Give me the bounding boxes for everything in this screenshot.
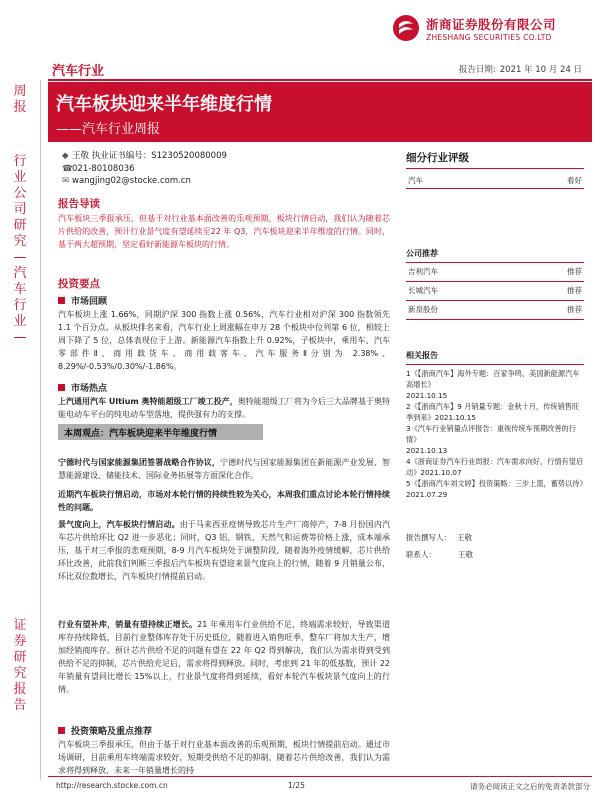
related-item[interactable]: 4《浙商证券汽车行业周报：汽车需求向好，行情有望启动》2021.10.07 bbox=[406, 457, 584, 477]
page-number: 1/25 bbox=[288, 781, 305, 790]
analyst-email-row: ✉ wangjing02@stocke.com.cn bbox=[62, 176, 191, 186]
securities-report-label: 证券研究报告 bbox=[13, 618, 27, 713]
department-label: 行业公司研究—汽车行业— bbox=[13, 154, 27, 345]
square-bullet-icon bbox=[58, 727, 65, 734]
guide-heading: 报告导读 bbox=[58, 198, 100, 210]
contact-line bbox=[406, 549, 473, 560]
invest-heading: 投资要点 bbox=[58, 278, 100, 290]
logo-mark-icon bbox=[392, 14, 420, 42]
related-item[interactable]: 3《汽车行业销量点评报告：重视传统车预期改善的行情》 bbox=[406, 424, 576, 444]
related-item[interactable]: 5《【浙商汽车刘文婷】投资策略：三步上篮，蓄势以待》2021.07.29 bbox=[406, 479, 584, 499]
company-rating: 推荐 bbox=[567, 267, 582, 276]
company-name-cn: 浙商证券股份有限公司 bbox=[426, 17, 557, 32]
analyst-name-row: ◆ 王敬 执业证书编号：S1230520080009 bbox=[62, 151, 227, 161]
report-topbar bbox=[48, 52, 592, 81]
report-date-label: 报告日期: bbox=[458, 65, 496, 75]
related-item[interactable]: 1《【浙商汽车】海外专题：百家争鸣，美国新能源汽车高增长》 bbox=[406, 369, 580, 389]
footer-divider bbox=[48, 776, 592, 777]
report-date-value: 2021 年 10 月 24 日 bbox=[499, 65, 582, 75]
company-rating: 推荐 bbox=[567, 305, 582, 314]
company-name-en: ZHESHANG SECURITIES CO.LTD bbox=[426, 33, 552, 42]
market-review-title: 市场回顾 bbox=[58, 294, 107, 307]
strategy-title: 投资策略及重点推荐 bbox=[58, 724, 152, 737]
square-bullet-icon bbox=[58, 384, 65, 391]
company-name: 新泉股份 bbox=[408, 305, 438, 314]
hot-item-1: 上汽通用汽车 Ultium 奥特能超级工厂竣工投产，奥特能超级工厂将为今后三大品牌基于奥特能电动车平台的纯电动车型落地，提供强有力的支撑。 bbox=[58, 397, 390, 419]
company-name: 吉利汽车 bbox=[408, 267, 438, 276]
disclaimer-note: 请务必阅读正文之后的免责条款部分 bbox=[470, 782, 590, 791]
report-title: 汽车板块迎来半年维度行情 bbox=[56, 94, 272, 115]
contact-value: 王敬 bbox=[458, 550, 473, 559]
author-line bbox=[406, 532, 472, 543]
rating-value: 看好 bbox=[567, 176, 582, 185]
sidebar-divider bbox=[40, 80, 41, 780]
rating-industry: 汽车 bbox=[408, 176, 423, 185]
company-rating: 推荐 bbox=[567, 286, 582, 295]
contact-label: 联系人： bbox=[406, 550, 436, 559]
email-icon: ✉ bbox=[62, 176, 70, 186]
view-lead: 近期汽车板块行情启动，市场对本轮行情的持续性较为关心，本周我们重点讨论本轮行情持续性的问题。 bbox=[58, 490, 390, 512]
author-label: 报告撰写人： bbox=[406, 533, 451, 542]
view-paragraph-2: 行业有望补库，销量有望持续正增长。21 年乘用车行业供给不足，终端需求较好，导致渠道库存持续降低，目前行业整体库存处于历史低位，随着进入销售旺季，整车厂将加大生产，增加经销商库存。预计芯片供给不足的问题有望在 22 年 Q2 得到解决，我们认为需求得到受到供给不足的抑制，芯片供给充足后，需求将得到释放。同时，考虑到 21 年的低基数，预计 22 年销量有望同比增长 15%以上，行业景气度将得到延续，看好本轮汽车板块景气度向上的行情。 bbox=[58, 620, 390, 694]
author-value: 王敬 bbox=[457, 533, 472, 542]
analyst-info bbox=[62, 150, 227, 188]
strategy-text: 汽车板块三季报承压，但由于基于对行业基本面改善的乐观预期，板块行情提前启动。通过市场调研，目前乘用车终端需求较好，短期受供给不足的抑制，随着芯片供给改善，我们认为需求将得到释放，未来一年销量增长的持 bbox=[58, 740, 390, 775]
rating-heading: 细分行业评级 bbox=[406, 150, 584, 169]
company-row bbox=[406, 263, 584, 282]
market-review-text: 汽车板块上涨 1.66%，同期沪深 300 指数上涨 0.56%，汽车行业相对沪深 300 指数领先 1.1 个百分点。从板块排名来看，汽车行业上周涨幅在申万 28 个板块中位列第 6 位，相较上周下降了 5 位，总体表现位于上游。新能源汽车指数上升 0.92%，子板块中，乘用车、汽车零部件Ⅱ、商用载货车、商用载客车、汽车服务Ⅱ分别为 2.38%、8.29%/-0.53%/0.30%/-1.86%。 bbox=[58, 310, 390, 371]
report-subtitle: ——汽车行业周报 bbox=[56, 122, 161, 137]
square-bullet-icon bbox=[58, 297, 65, 304]
company-recommend-panel bbox=[406, 248, 584, 320]
company-logo bbox=[392, 12, 592, 46]
view-paragraph-1: 景气度向上，汽车板块行情启动。由于马来西亚疫情导致芯片生产厂商停产，7-8 月份国内汽车芯片供给环比 Q2 进一步恶化；同时，Q3 铝、钢铁、天然气和运费等价格上涨，成本端承压，基于对三季报的悲观预期，8-9 月汽车板块处于调整阶段，随着海外疫情缓解，芯片供给环比改善，此前我们判断三季报后汽车板块有望迎来景气度向上的行情，随着 9 月销量公布，环比双位数增长，汽车板块行情提前启动。 bbox=[58, 520, 390, 581]
related-list bbox=[406, 368, 584, 500]
phone-icon: ☎ bbox=[62, 163, 73, 174]
company-row bbox=[406, 301, 584, 320]
rating-row bbox=[406, 173, 584, 189]
title-banner bbox=[48, 82, 592, 142]
report-date bbox=[455, 63, 582, 75]
market-hot-title: 市场热点 bbox=[58, 381, 107, 394]
company-row bbox=[406, 282, 584, 301]
industry-category: 汽车行业 bbox=[52, 64, 105, 79]
weekly-view-title: 本周观点：汽车板块迎来半年维度行情 bbox=[64, 429, 218, 439]
company-name: 长城汽车 bbox=[408, 286, 438, 295]
guide-text: 汽车板块三季报承压，但基于对行业基本面改善的乐观预期，板块行情启动，我们认为随着芯片供给的改善，预计行业景气度有望延续至22 年 Q3，汽车板块迎来半年维度的行情。同时，基于两大超预期，坚定看好新能源车板块的行情。 bbox=[58, 214, 390, 249]
analyst-phone-row: ☎021-80108036 bbox=[62, 163, 135, 174]
industry-rating-panel bbox=[406, 150, 584, 189]
related-heading: 相关报告 bbox=[406, 350, 584, 365]
related-reports-panel bbox=[406, 350, 584, 500]
related-item-date: 2021.10.15 bbox=[406, 391, 448, 400]
footer-url[interactable]: http://research.stocke.com.cn bbox=[56, 781, 168, 790]
report-type-label: 周报 bbox=[13, 84, 27, 115]
person-icon: ◆ bbox=[62, 151, 69, 161]
related-item[interactable]: 2《【浙商汽车】9 月销量专题：金秋十月，传统销售旺季到来》2021.10.15 bbox=[406, 402, 580, 422]
weekly-view-bar bbox=[58, 424, 263, 440]
hot-item-2: 宁德时代与国家能源集团签署战略合作协议，宁德时代与国家能源集团在新能源产业发展、智慧能源建设、储能技术、国际业务拓展等方面深化合作。 bbox=[58, 458, 390, 480]
left-sidebar bbox=[0, 78, 40, 800]
related-item-date: 2021.10.13 bbox=[406, 446, 448, 455]
company-heading: 公司推荐 bbox=[406, 248, 584, 263]
